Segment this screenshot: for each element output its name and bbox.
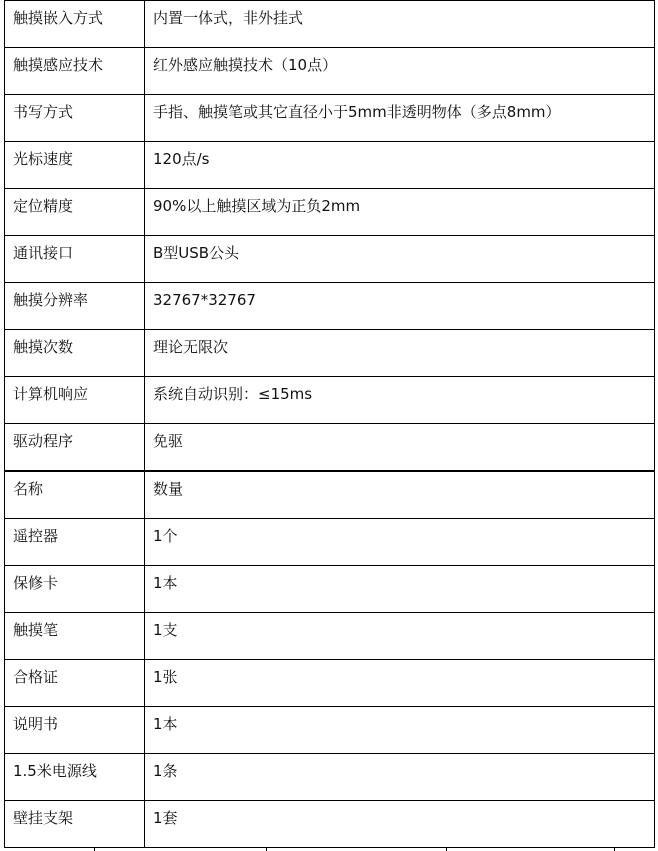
table-row <box>5 566 655 613</box>
accessory-name-cell: 保修卡 <box>5 566 145 613</box>
accessory-name-header: 名称 <box>5 471 145 519</box>
column-tick <box>94 847 95 851</box>
table-row <box>5 236 655 283</box>
accessory-qty-cell: 1条 <box>145 754 655 801</box>
table-row <box>5 95 655 142</box>
accessory-qty-cell: 1本 <box>145 566 655 613</box>
spec-name-cell: 计算机响应 <box>5 377 145 424</box>
table-row <box>5 613 655 660</box>
spec-name-cell: 触摸次数 <box>5 330 145 377</box>
table-row <box>5 424 655 472</box>
table-row <box>5 707 655 754</box>
spec-name-cell: 光标速度 <box>5 142 145 189</box>
table-row <box>5 660 655 707</box>
accessory-name-cell: 1.5米电源线 <box>5 754 145 801</box>
table-row <box>5 48 655 95</box>
accessory-name-cell: 说明书 <box>5 707 145 754</box>
spec-value-cell: 免驱 <box>145 424 655 472</box>
table-row <box>5 754 655 801</box>
table-row <box>5 142 655 189</box>
accessories-header-row <box>5 471 655 519</box>
spec-name-cell: 触摸分辨率 <box>5 283 145 330</box>
spec-name-cell: 驱动程序 <box>5 424 145 472</box>
spec-table <box>4 0 655 848</box>
column-tick <box>614 847 615 851</box>
spec-value-cell: 90%以上触摸区域为正负2mm <box>145 189 655 236</box>
accessory-name-cell: 壁挂支架 <box>5 801 145 848</box>
table-row <box>5 283 655 330</box>
spec-value-cell: 理论无限次 <box>145 330 655 377</box>
column-tick <box>446 847 447 851</box>
accessory-qty-cell: 1个 <box>145 519 655 566</box>
spec-value-cell: 32767*32767 <box>145 283 655 330</box>
table-row <box>5 377 655 424</box>
spec-name-cell: 触摸感应技术 <box>5 48 145 95</box>
accessory-qty-cell: 1套 <box>145 801 655 848</box>
accessory-name-cell: 遥控器 <box>5 519 145 566</box>
accessory-name-cell: 合格证 <box>5 660 145 707</box>
spec-value-cell: 手指、触摸笔或其它直径小于5mm非透明物体（多点8mm） <box>145 95 655 142</box>
accessory-qty-header: 数量 <box>145 471 655 519</box>
table-row <box>5 189 655 236</box>
spec-value-cell: 120点/s <box>145 142 655 189</box>
spec-name-cell: 书写方式 <box>5 95 145 142</box>
accessory-qty-cell: 1本 <box>145 707 655 754</box>
spec-name-cell: 触摸嵌入方式 <box>5 1 145 48</box>
spec-name-cell: 通讯接口 <box>5 236 145 283</box>
table-row <box>5 1 655 48</box>
spec-value-cell: 系统自动识别：≤15ms <box>145 377 655 424</box>
spec-name-cell: 定位精度 <box>5 189 145 236</box>
table-row <box>5 801 655 848</box>
table-row <box>5 330 655 377</box>
accessory-qty-cell: 1支 <box>145 613 655 660</box>
spec-value-cell: 红外感应触摸技术（10点） <box>145 48 655 95</box>
accessory-name-cell: 触摸笔 <box>5 613 145 660</box>
spec-value-cell: 内置一体式，非外挂式 <box>145 1 655 48</box>
column-tick <box>266 847 267 851</box>
table-row <box>5 519 655 566</box>
accessory-qty-cell: 1张 <box>145 660 655 707</box>
spec-value-cell: B型USB公头 <box>145 236 655 283</box>
bottom-divider <box>4 847 655 848</box>
